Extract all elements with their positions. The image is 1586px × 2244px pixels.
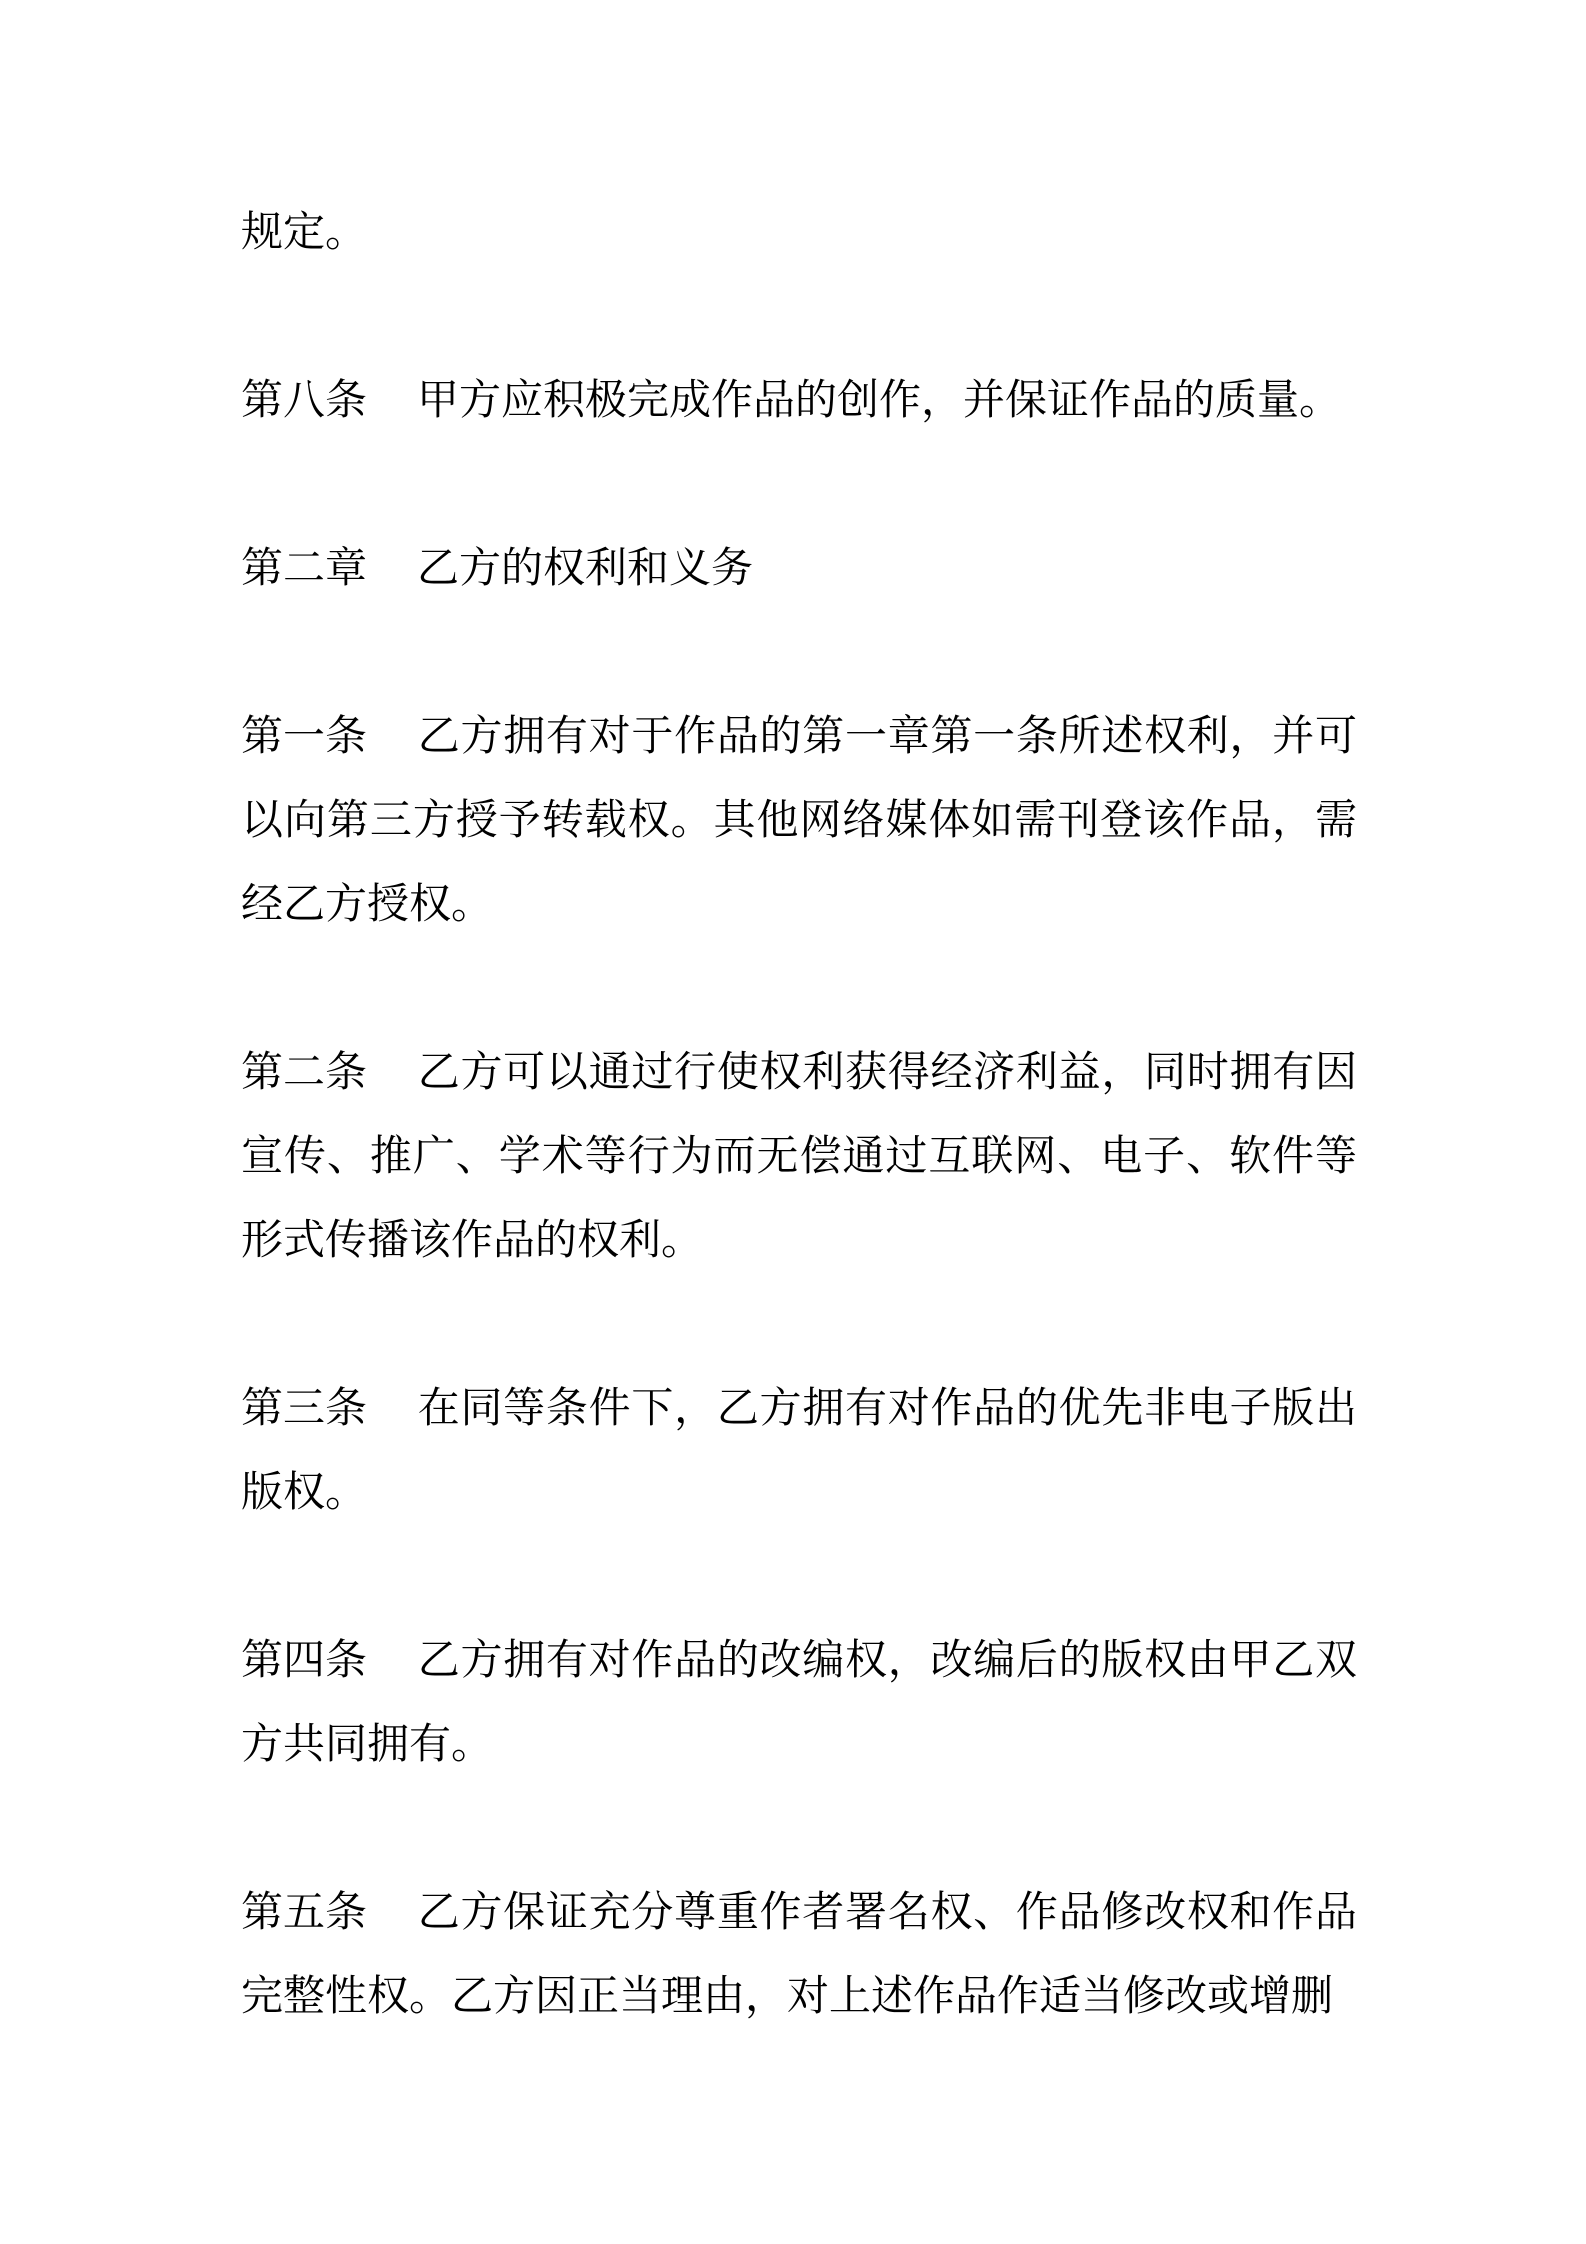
paragraph-text: 规定。 <box>241 207 368 256</box>
chapter-label: 第二章 <box>241 543 368 592</box>
article-label: 第三条 <box>241 1383 368 1432</box>
article-label: 第八条 <box>241 375 368 424</box>
document-body <box>241 190 1357 2122</box>
article-label: 第五条 <box>241 1887 368 1936</box>
article-1 <box>241 694 1357 946</box>
article-text: 乙方拥有对于作品的第一章第一条所述权利，并可以向第三方授予转载权。其他网络媒体如需刊登该作品，需经乙方授权。 <box>241 711 1357 928</box>
article-text: 在同等条件下，乙方拥有对作品的优先非电子版出版权。 <box>241 1383 1357 1516</box>
article-text: 乙方可以通过行使权利获得经济利益，同时拥有因宣传、推广、学术等行为而无偿通过互联网、电子、软件等形式传播该作品的权利。 <box>241 1047 1357 1264</box>
article-8 <box>241 358 1357 442</box>
article-text: 乙方保证充分尊重作者署名权、作品修改权和作品完整性权。乙方因正当理由，对上述作品作适当修改或增删 <box>241 1887 1357 2020</box>
article-3 <box>241 1366 1357 1534</box>
article-text: 乙方拥有对作品的改编权，改编后的版权由甲乙双方共同拥有。 <box>241 1635 1357 1768</box>
article-label: 第一条 <box>241 711 368 760</box>
article-4 <box>241 1618 1357 1786</box>
article-text: 甲方应积极完成作品的创作，并保证作品的质量。 <box>417 375 1342 424</box>
chapter-2-heading <box>241 526 1357 610</box>
article-2 <box>241 1030 1357 1282</box>
article-label: 第四条 <box>241 1635 368 1684</box>
article-5 <box>241 1870 1357 2038</box>
chapter-title: 乙方的权利和义务 <box>417 543 754 592</box>
paragraph-continuation <box>241 190 1357 274</box>
article-label: 第二条 <box>241 1047 368 1096</box>
